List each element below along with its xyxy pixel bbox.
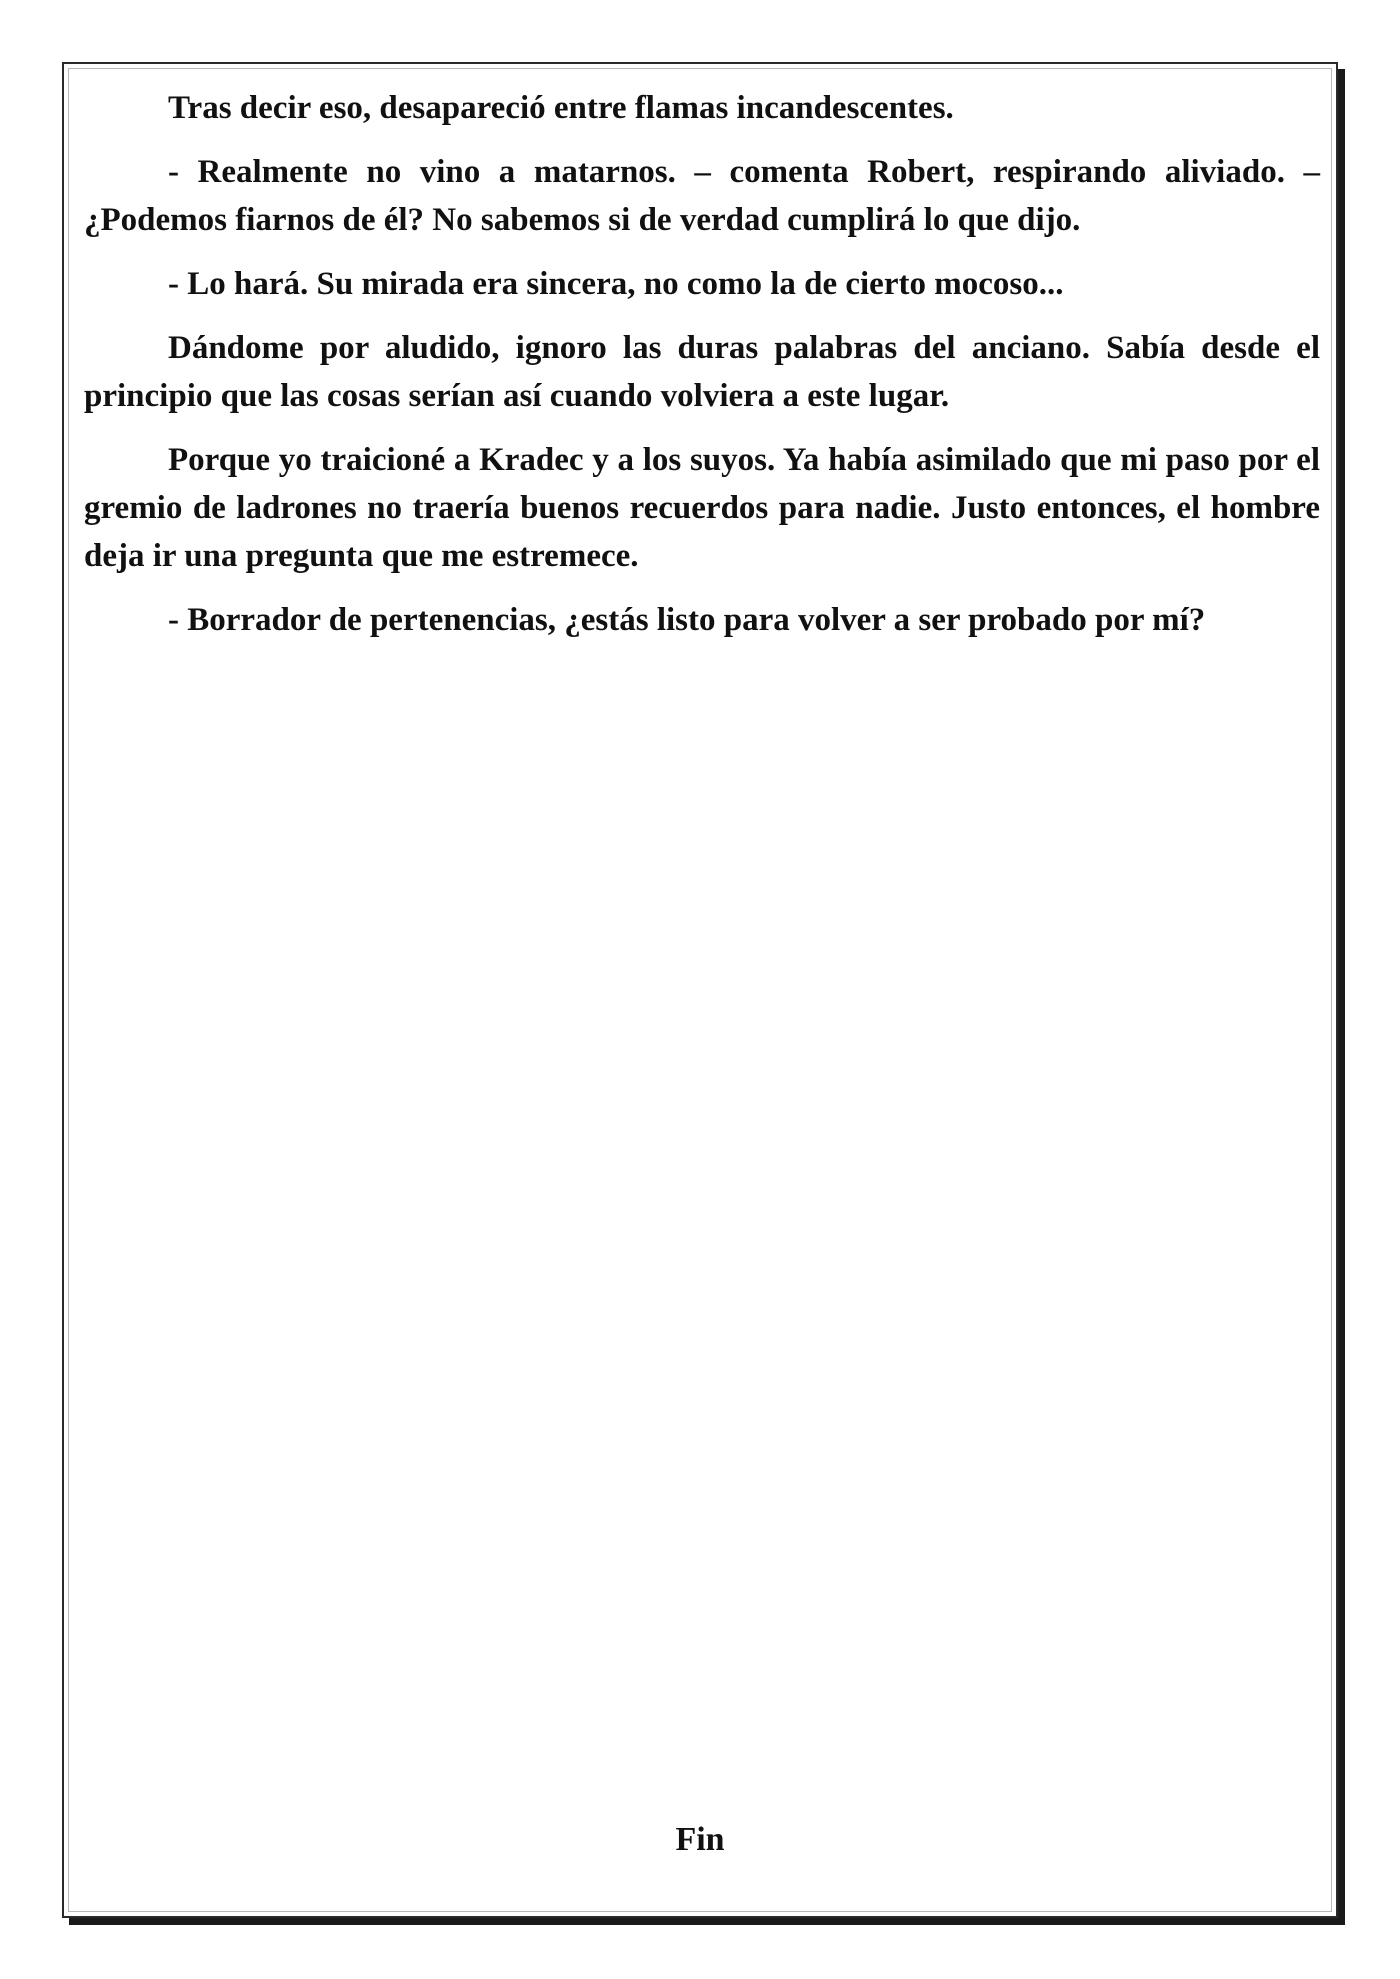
end-marker: Fin xyxy=(675,1821,725,1858)
paragraph: - Lo hará. Su mirada era sincera, no como la de cierto mocoso... xyxy=(168,266,1064,302)
paragraph: - Borrador de pertenencias, ¿estás listo para volver a ser probado por mí? xyxy=(168,602,1206,638)
story-text xyxy=(84,84,1320,660)
paragraph: Tras decir eso, desapareció entre flamas incandescentes. xyxy=(168,90,954,126)
paragraph: Dándome por aludido, ignoro las duras palabras del anciano. Sabía desde el principio que las cosas serían así cuando volviera a este lugar. xyxy=(84,330,1320,414)
paragraph: - Realmente no vino a matarnos. – comenta Robert, respirando aliviado. – ¿Podemos fiarnos de él? No sabemos si de verdad cumplirá lo que dijo. xyxy=(84,154,1320,238)
page-frame xyxy=(62,62,1338,1918)
paragraph: Porque yo traicioné a Kradec y a los suyos. Ya había asimilado que mi paso por el gremio de ladrones no traería buenos recuerdos para nadie. Justo entonces, el hombre deja ir una pregunta que me estremece. xyxy=(84,442,1320,574)
